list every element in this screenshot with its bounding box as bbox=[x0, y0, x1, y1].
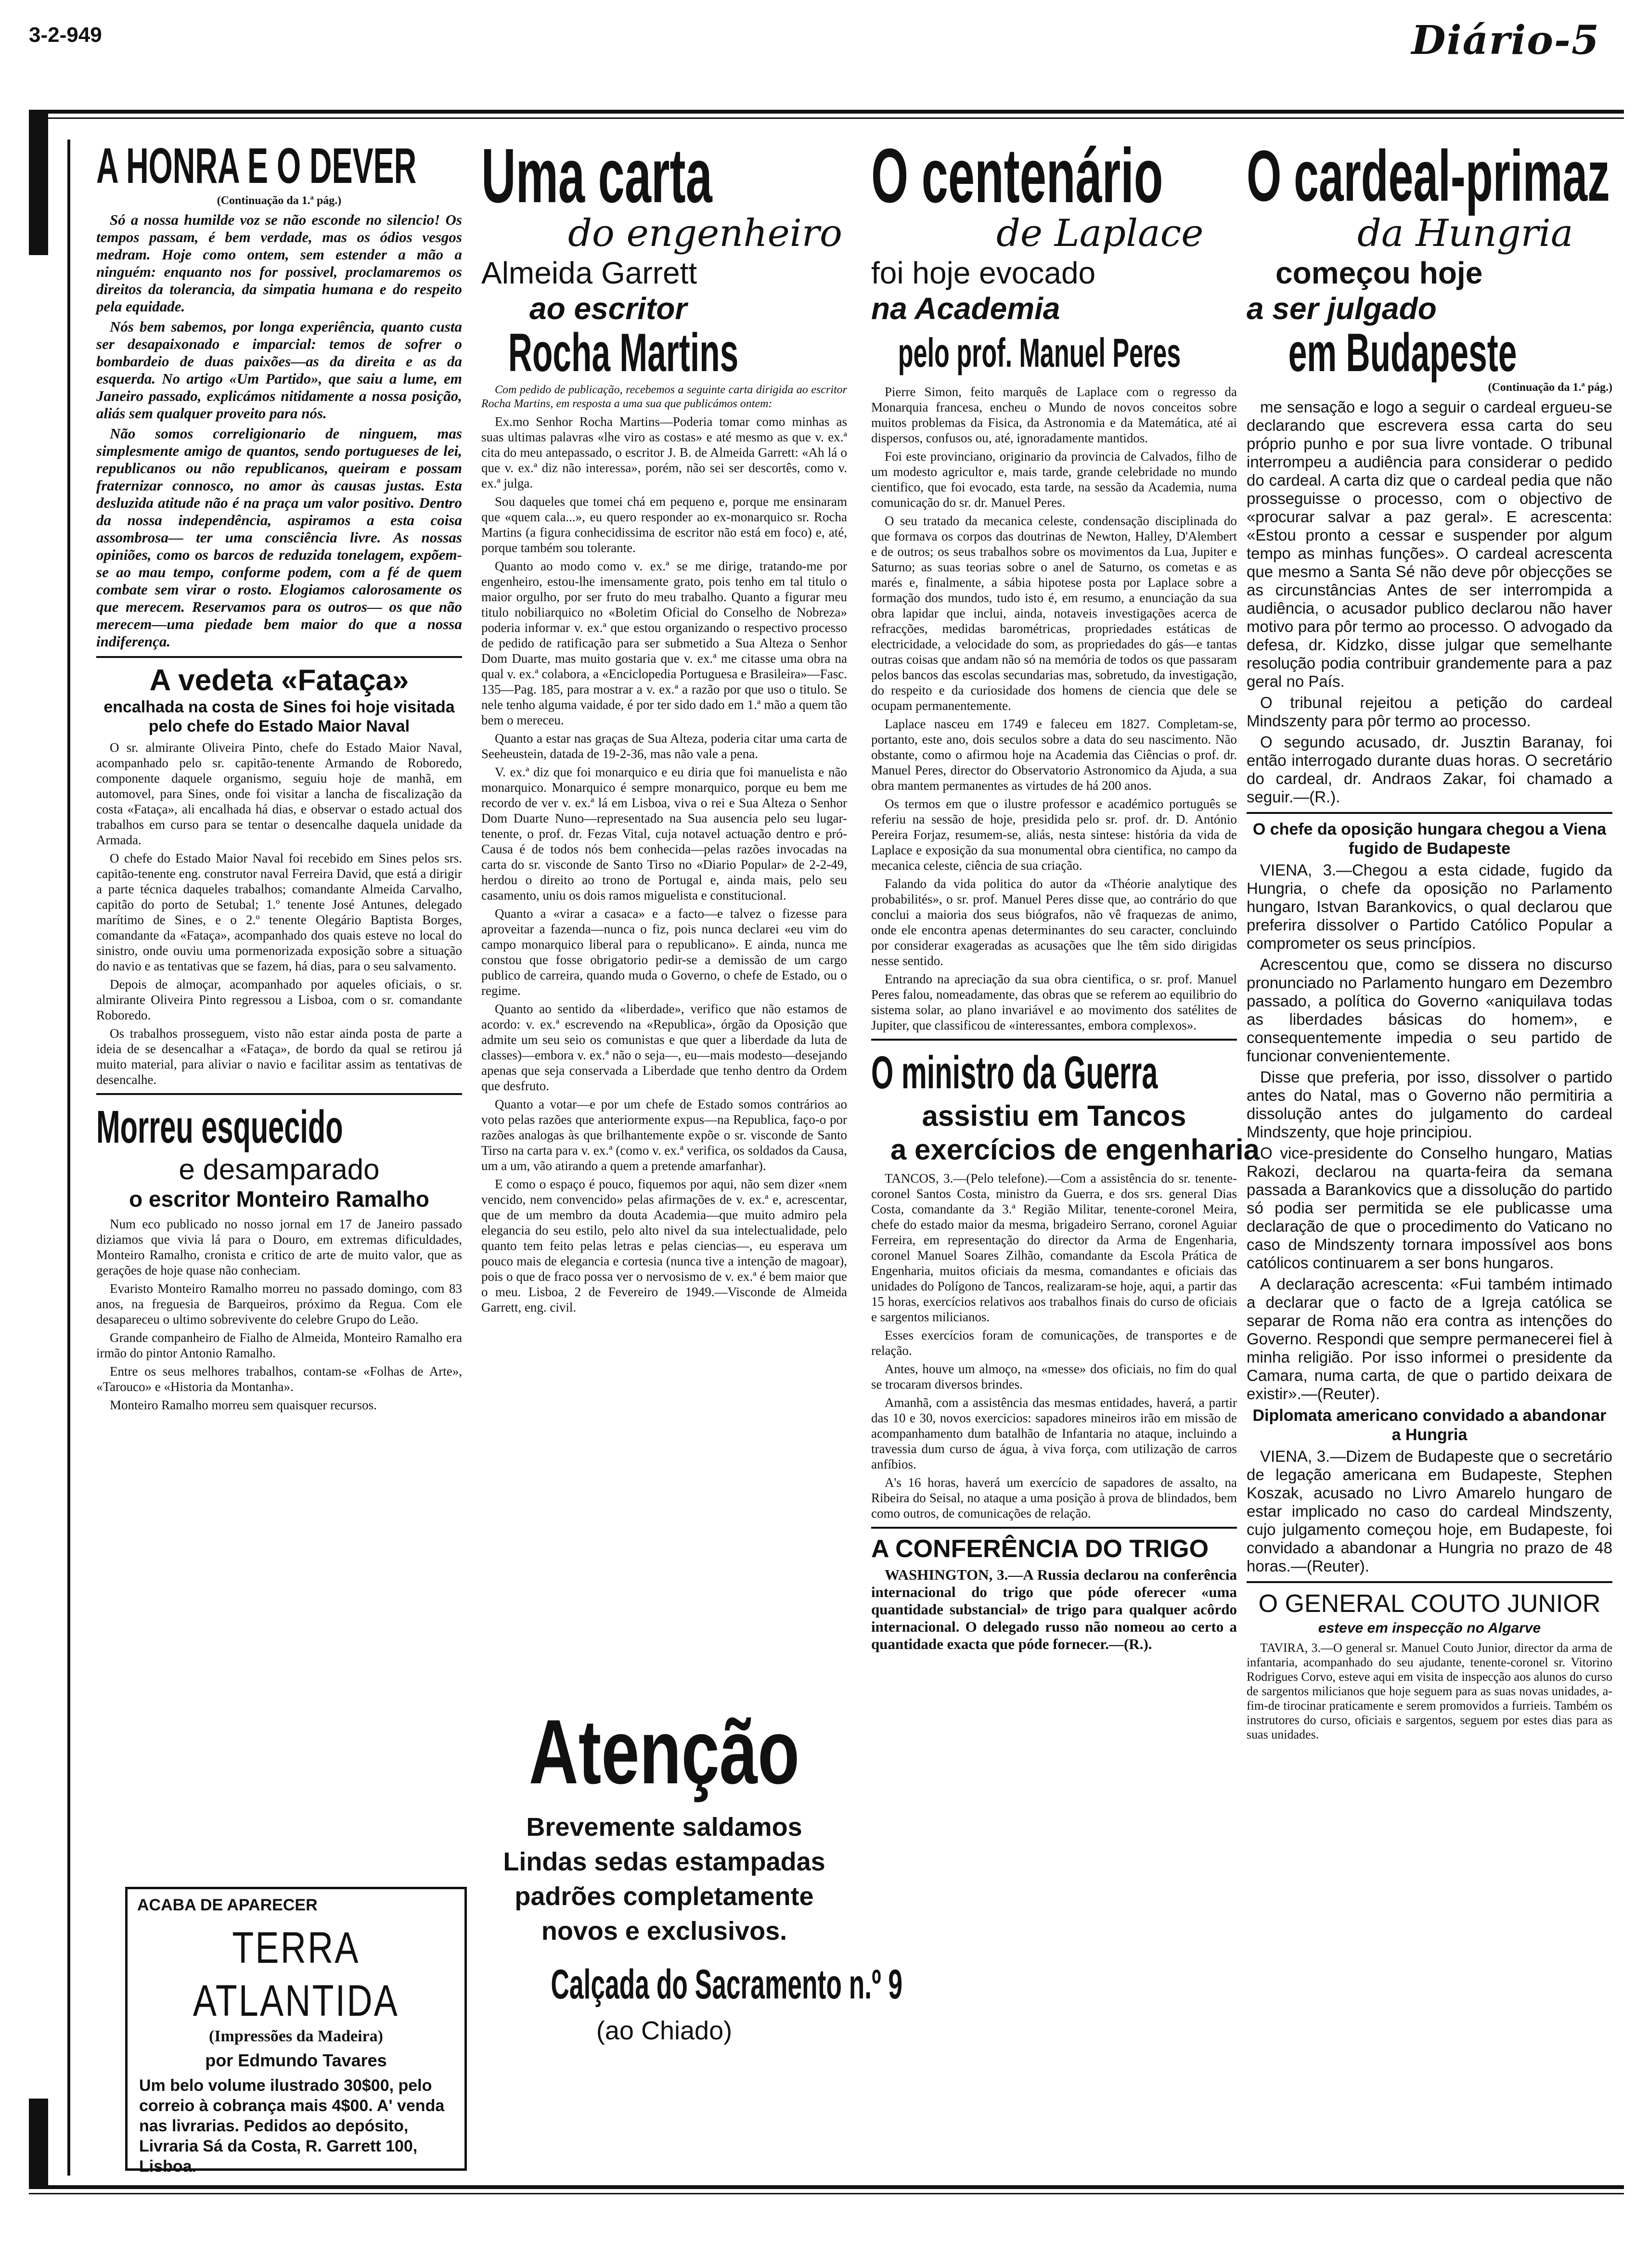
article-body: Pierre Simon, feito marquês de Laplace com o regresso da Monarquia francesa, encheu o Mundo de novos conceitos sobre muitos problemas da Fisica, da Astronomia e da Matemática, até ai dispersos, confusos ou, até, ignoradamente mantidos. Foi este provinciano, originario da provincia de Calvados, filho de um modesto agricultor e, mais tarde, grande celebridade no mundo cientifico, que foi evocado, esta tarde, na sessão da Academia, numa comunicação do sr. dr. Manuel Peres. O seu tratado da mecanica celeste, condensação disciplinada do que formava os corpos das doutrinas de Newton, Halley, D'Alembert e de outros; os seus trabalhos sobre os movimentos da Lua, Jupiter e Saturno; as suas teorias sobre o anel de Saturno, os cometas e as marés e, finalmente, a sábia hipotese posta por Laplace sobre a formação dos mundos, tudo isto é, em resumo, a enunciação da sua obra lapidar que inclui, ainda, notaveis investigações acerca de refracções, medidas barométricas, propriedades estáticas de electricidade, a velocidade do som, as propriedades do gás—e tantas outras coisas que andam não só na memória de todos os que passaram pelos bancos das escolas secundarias mas, sobretudo, da investigação, do respeito e da curiosidade dos homens de ciencia que dele se ocupam permanentemente. Laplace nasceu em 1749 e faleceu em 1827. Completam-se, portanto, este ano, dois seculos sobre a data do seu nascimento. Não obstante, como o afirmou hoje na Academia das Ciências o prof. dr. Manuel Peres, director do Observatorio Astronomico da Ajuda, a sua obra mantem permanentes as virtudes de há 200 anos. Os termos em que o ilustre professor e académico português se referiu na sessão de hoje, presidida pelo sr. prof. dr. D. António Pereira Forjaz, resumem-se, aliás, nesta sintese: história da vida de Laplace e exposição da sua monumental obra cientifica, no campo da mecanica celeste, ciência de sua criação. Falando da vida politica do autor da «Théorie analytique des probabilités», o sr. prof. Manuel Peres disse que, ao contrário do que conclui a maioria dos seus biógrafos, não vê fraquezas de animo, onde ele encontra apenas determinantes do seu caracter, concluindo por considerar exageradas as acusações que lhe têm sido dirigidas nesse sentido. Entrando na apreciação da sua obra cientifica, o sr. prof. Manuel Peres falou, nomeadamente, das obras que se referem ao equilibrio do sistema solar, ao plano invariável e ao movimento dos satélites de Jupiter, que classificou de «interessantes, embora complexos». bbox=[871, 385, 1237, 1032]
ad-subtitle: (Impressões da Madeira) bbox=[209, 2027, 383, 2045]
minister-title: O ministro da Guerra bbox=[871, 1047, 1158, 1098]
minister-title-2: assistiu em Tancos bbox=[922, 1100, 1186, 1132]
vedeta-heading: A vedeta «Fataça» encalhada na costa de Sines foi hoje visitada pelo chefe do Estado Maior Naval bbox=[103, 664, 455, 735]
morreu-title: Morreu esquecido bbox=[96, 1101, 343, 1153]
column-2 bbox=[481, 132, 847, 1318]
continuation-note: (Continuação da 1.ª pág.) bbox=[1488, 381, 1612, 394]
continuation-note: (Continuação da 1.ª pág.) bbox=[217, 194, 342, 207]
column-4 bbox=[1247, 135, 1612, 1745]
ad-label: ACABA DE APARECER bbox=[137, 1896, 318, 1914]
article-title-5: Rocha Martins bbox=[508, 322, 739, 383]
ad-title: Atenção bbox=[528, 1701, 800, 1803]
newspaper-name: Diário-5 bbox=[1411, 17, 1600, 64]
separator bbox=[871, 1527, 1237, 1529]
footer-rule-thin bbox=[29, 2193, 1624, 2194]
ad-address: Calçada do Sacramento n.º 9 bbox=[551, 1961, 903, 2008]
diplomat-title: Diplomata americano convidado a abandonar a Hungria bbox=[1252, 1406, 1607, 1444]
left-tab-top bbox=[29, 111, 48, 255]
article-title-5: em Budapeste bbox=[1288, 322, 1517, 383]
article-title: Uma carta bbox=[481, 132, 712, 219]
left-tab-bottom bbox=[29, 2099, 48, 2185]
vedeta-body: O sr. almirante Oliveira Pinto, chefe do Estado Maior Naval, acompanhado pelo sr. capitão-tenente Armando de Roboredo, componente daquele organismo, seguiu hoje de manhã, em automovel, para Sines, onde foi visitar a lancha de fiscalização da costa «Fataça», ali encalhada há dias, e observar o estado actual dos trabalhos em curso para se tentar o desencalhe daquela unidade da Armada. O chefe do Estado Maior Naval foi recebido em Sines pelos srs. capitão-tenente eng. construtor naval Ferreira David, que está a dirigir a parte técnica daqueles trabalhos; comandante Almeida Carvalho, capitão do porto de Setubal; 1.º tenente José Antunes, delegado marítimo de Sines, e o 2.º tenente Olegário Baptista Borges, comandante da «Fataça», acompanhado dos quais esteve no local do sinistro, onde ouviu uma pormenorizada exposição sobre a situação do navio e as tentativas que se fazem, há dias, para o seu salvamento. Depois de almoçar, acompanhado por aqueles oficiais, o sr. almirante Oliveira Pinto regressou a Lisboa, com o sr. comandante Roboredo. Os trabalhos prosseguem, visto não estar ainda posta de parte a ideia de se desencalhar a «Fataça», de bordo da qual se retirou já muito material, para aliviar o navio e facilitar assim as tentativas de desencalhe. bbox=[96, 740, 462, 1087]
left-margin-rule bbox=[67, 140, 70, 2176]
article-body: Ex.mo Senhor Rocha Martins—Poderia tomar como minhas as suas ultimas palavras «lhe viro as costas» e até mesmo as que v. ex.ª cita do meu antepassado, o escritor J. B. de Almeida Garrett: «Ah lá o que v. ex.ª diz não interessa», porém, não sei ser descortês, como v. ex.ª julga. Sou daqueles que tomei chá em pequeno e, porque me ensinaram que «quem cala...», eu quero responder ao ex-monarquico sr. Rocha Martins (a figura conhecidissima de escritor não está em foco) e, até, porque também sou tolerante. Quanto ao modo como v. ex.ª se me dirige, tratando-me por engenheiro, estou-lhe imensamente grato, pois tenho em tal titulo o maior orgulho, por ser fruto do meu trabalho. Quanto a figurar meu titulo nobiliarquico no «Boletim Oficial do Conselho de Nobreza» poderia informar v. ex.ª que estou organizando o respectivo processo de pedido de ratificação para ser submetido a Sua Alteza o Senhor Dom Duarte, mas muito gostaria que v. ex.ª me citasse uma obra na qual v. ex.ª colabora, a «Enciclopedia Portuguesa e Brasileira»—Fasc. 135—Pag. 185, para mostrar a v. ex.ª a razão por que uso o titulo. Se nele tenho alguma vaidade, é por ter sido dado em 1.ª mão a quem tão bem o mereceu. Quanto a estar nas graças de Sua Alteza, poderia citar uma carta de Seeheustein, datada de 19-2-36, mas não vale a pena. V. ex.ª diz que foi monarquico e eu diria que foi manuelista e não monarquico. Monarquico é sempre monarquico, porque eu bem me recordo de ver v. ex.ª lá em Lisboa, viva o rei e Sua Alteza o Senhor Dom Duarte Nuno—representado na Sua ausencia pelo seu lugar-tenente, o prof. dr. Fezas Vital, cuja notavel actuação dentro e pró-Causa é de todos nós bem conhecida—pelas razões invocadas na carta do sr. visconde de Santo Tirso no «Diario Popular» de 2-2-49, herdou o direito ao trono de Portugal e, ainda mais, pelo seu casamento, uniu os dois ramos miguelista e constitucional. Quanto a «virar a casaca» e a facto—e talvez o fizesse para aproveitar a fazenda—nunca o fiz, pois nunca declarei «eu vim do campo monarquico liberal para o republicano». E ainda, nunca me constou que fosse obrigatorio pedir-se a demissão de um cargo publico de carreira, quando muda o Governo, o chefe de Estado, ou o regime. Quanto ao sentido da «liberdade», verifico que não estamos de acordo: v. ex.ª escrevendo na «Republica», órgão da Oposição que admite um seu seio os comunistas e que quer a liberdade da luta de classes)—embora v. ex.ª não o seja—, eu—mais modesto—desejando apenas que seja conservada a Liberdade que tenho dentro da Ordem que desfruto. Quanto a votar—e por um chefe de Estado somos contrários ao voto pelas razões que anteriormente expus—na Republica, faço-o por razões analogas às que brilhantemente expõe o sr. visconde de Santo Tirso na carta para v. ex.ª (como v. ex.ª verifica, os soldados da Causa, um a um, vão atirando a quem a pretende amarfanhar). E como o espaço é pouco, fiquemos por aqui, não sem dizer «nem vencido, nem convencido» pelas afirmações de v. ex.ª e, acrescentar, que de um membro da douta Academia—que muito admiro pela elegancia do seu estilo, pelo alto nivel da sua intelectualidade, pelo quanto tem feito pelas letras e pelas ciencias—, eu esperava um pouco mais de elegancia e cortesia (nunca tive a intenção de magoar), pois o que de fraco possa ver o nervosismo de v. ex.ª é bem maior que o meu. Lisboa, 2 de Fevereiro de 1949.—Visconde de Almeida Garrett, eng. civil. bbox=[481, 414, 847, 1314]
ad-body: Um belo volume ilustrado 30$00, pelo correio à cobrança mais 4$00. A' venda nas livrarias. Pedidos ao depósito, Livraria Sá da Costa, R. Garrett 100, Lisboa. bbox=[139, 2076, 445, 2176]
article-body: Só a nossa humilde voz se não esconde no silencio! Os tempos passam, é bem verdade, mas os ódios vesgos medram. Hoje como ontem, sem estender a mão a ninguém: enquanto nos for possivel, proclamaremos os direitos da tolerancia, da simpatia humana e do respeito pela equidade. Nós bem sabemos, por longa experiência, quanto custa ser desapaixonado e imparcial: temos de sofrer o bombardeio de duas paixões—as da direita e as da esquerda. No artigo «Um Partido», que saiu a lume, em Janeiro passado, explicámos nitidamente a nossa posição, aliás sem qualquer proveito para nós. Não somos correligionario de ninguem, mas simplesmente amigo de quantos, sendo portugueses de lei, republicanos ou não republicanos, queiram e possam fraternizar connosco, no amor às causas justas. Esta desluzida atitude não é na praça um valor positivo. Dentro da nossa independência, aspiramos a esta coisa assombrosa— ter uma consciência livre. As nossas opiniões, como os barcos de reduzida tonelagem, expõem-se ao mau tempo, conforme podem, com a fé de quem combate sem virar o rosto. Elogiamos calorosamente os que merecem. Reservamos para os outros— os que não merecem—uma piedade bem maior do que a nossa indiferença. bbox=[96, 211, 462, 650]
column-3 bbox=[871, 132, 1260, 1656]
morreu-subtitle: e desamparado bbox=[179, 1153, 380, 1186]
article-title-3: Almeida Garrett bbox=[481, 256, 697, 290]
book-advertisement bbox=[125, 1887, 467, 2176]
column-1 bbox=[96, 140, 462, 1416]
minister-body: TANCOS, 3.—(Pelo telefone).—Com a assistência do sr. tenente-coronel Santos Costa, ministro da Guerra, e dos srs. general Dias Costa, comandante da 3.ª Região Militar, tenente-coronel Meira, chefe do estado maior da mesma, brigadeiro Serrano, coronel Aguiar Ferreira, em representação do director da Arma de Engenharia, coronel Manuel Soares Zilhão, comandante da Escola Prática de Engenharia, muitos oficiais da mesma, comandantes e oficiais das unidades do Polígono de Tancos, realizaram-se hoje, aqui, a partir das 15 horas, exercícios relativos aos trabalhos finais do curso de oficiais e sargentos milicianos. Esses exercícios foram de comunicações, de transportes e de relação. Antes, houve um almoço, na «messe» dos oficiais, no fim do qual se trocaram diversos brindes. Amanhã, com a assistência das mesmas entidades, haverá, a partir das 10 e 30, novos exercicios: sapadores mineiros irão em missão de acompanhamento dum batalhão de Infantaria no ataque, incluindo a travessia dum curso de água, à viva força, com utilização de carros anfíbios. A's 16 horas, haverá um exercício de sapadores de assalto, na Ribeira do Seisal, no ataque a uma posição à prova de blindados, bem como outros, de comunicações de relação. bbox=[871, 1171, 1237, 1521]
footer-rule bbox=[29, 2185, 1624, 2189]
opposition-title: O chefe da oposição hungara chegou a Viena fugido de Budapeste bbox=[1252, 820, 1607, 858]
article-title-2: do engenheiro bbox=[568, 212, 842, 255]
article-title-4: a ser julgado bbox=[1247, 291, 1437, 326]
article-title: A HONRA E O DEVER bbox=[96, 138, 417, 194]
article-body: me sensação e logo a seguir o cardeal ergueu-se declarando que escrevera essa carta do seu próprio punho e por sua livre vontade. O tribunal interrompeu a audiência para considerar o pedido do cardeal. A carta diz que o cardeal pedia que não prosseguisse o processo, com o objectivo de «procurar salvar a paz geral». E acrescenta: «Estou pronto a cessar e suspender por algum tempo as minhas funções». O cardeal acrescenta que mesmo a Santa Sé não deve pôr objecções se as circunstâncias Antes de ser interrompida a audiência, o acusador publico declarou não haver motivo para pôr termo ao processo. O advogado da defesa, dr. Kidzko, disse julgar que semelhante resolução podia contribuir grandemente para a paz geral no País. O tribunal rejeitou a petição do cardeal Mindszenty para pôr termo ao processo. O segundo acusado, dr. Jusztin Baranay, foi então interrogado durante duas horas. O secretário do cardeal, dr. Andraos Zakar, foi chamado a seguir.—(R.). bbox=[1247, 398, 1612, 806]
article-title-2: de Laplace bbox=[996, 212, 1204, 255]
article-title-3: começou hoje bbox=[1275, 256, 1483, 290]
article-title-4: ao escritor bbox=[529, 291, 687, 326]
ad-author: por Edmundo Tavares bbox=[205, 2050, 387, 2070]
opposition-body: VIENA, 3.—Chegou a esta cidade, fugido da Hungria, o chefe da oposição no Parlamento hungaro, Istvan Barankovics, o qual declarou que preferira dissolver o Partido Católico Popular a comprometer os seus princípios. Acrescentou que, como se dissera no discurso pronunciado no Parlamento hungaro em Dezembro passado, a política do Governo «aniquilava todas as liberdades básicas do homem», e consequentemente impedia o seu partido de funcionar convenientemente. Disse que preferia, por isso, dissolver o partido antes do Natal, mas o Governo não permitiria a dissolução antes do julgamento do cardeal Mindszenty, que hoje principiou. O vice-presidente do Conselho hungaro, Matias Rakozi, declarou na quarta-feira da semana passada a Barankovics que a dissolução do partido só podia ser permitida se ele publicasse uma declaração de que o procedimento do Vaticano no caso de Mindszenty tornara impossível aos bons católicos continuarem a ser bons hungaros. A declaração acrescenta: «Fui também intimado a declarar que o facto de a Igreja católica se separar de Roma não era contra as intenções do Governo. Respondi que sempre permanecerei fiel à minha religião. Por isso informei o presidente da Camara, numa carta, de que o partido deixara de existir».—(Reuter). bbox=[1247, 861, 1612, 1403]
morreu-subtitle-2: o escritor Monteiro Ramalho bbox=[129, 1186, 429, 1211]
couto-body: TAVIRA, 3.—O general sr. Manuel Couto Junior, director da arma de infantaria, acompanhado do seu ajudante, tenente-coronel sr. Vitorino Rodrigues Corvo, esteve aqui em visita de inspecção aos alunos do curso de sargentos milicianos que hoje seguem para as suas novas unidades, a-fim-de tirocinar praticamente e serem promovidos a furrieis. Também os instrutores do curso, oficiais e sargentos, seguem por estes dias para as suas unidades. bbox=[1247, 1641, 1612, 1741]
separator bbox=[96, 656, 462, 658]
diplomat-body: VIENA, 3.—Dizem de Budapeste que o secretário de legação americana em Budapeste, Stephen Koszak, acusado no Livro Amarelo hungaro de estar implicado no caso do cardeal Mindszenty, cujo julgamento começou hoje, em Budapeste, foi convidado a abandonar a Hungria no prazo de 48 horas.—(Reuter). bbox=[1247, 1447, 1612, 1575]
article-title: O cardeal-primaz bbox=[1247, 135, 1610, 216]
header-rule-thin bbox=[29, 117, 1624, 119]
ad-location: (ao Chiado) bbox=[596, 2016, 733, 2045]
couto-subtitle: esteve em inspecção no Algarve bbox=[1318, 1620, 1541, 1636]
separator bbox=[871, 1039, 1237, 1041]
article-title: O centenário bbox=[871, 132, 1163, 219]
separator bbox=[96, 1093, 462, 1095]
article-title-3: foi hoje evocado bbox=[871, 256, 1096, 290]
separator bbox=[1247, 812, 1612, 814]
article-intro: Com pedido de publicação, recebemos a seguinte carta dirigida ao escritor Rocha Martins, em resposta a uma sua que publicámos ontem: bbox=[481, 384, 847, 410]
header-rule bbox=[29, 110, 1624, 114]
sale-advertisement bbox=[481, 1701, 903, 2166]
trigo-title: A CONFERÊNCIA DO TRIGO bbox=[871, 1535, 1209, 1563]
minister-title-3: a exercícios de engenharia bbox=[890, 1134, 1260, 1166]
issue-date: 3-2-949 bbox=[29, 23, 102, 47]
trigo-body: WASHINGTON, 3.—A Russia declarou na conferência internacional do trigo que póde oferecer «uma quantidade substancial» de trigo para qualquer acôrdo internacional. O delegado russo não nomeou ao certo a quantidade exacta que póde fornecer.—(R.). bbox=[871, 1566, 1237, 1652]
article-title-2: da Hungria bbox=[1357, 212, 1573, 255]
separator bbox=[1247, 1581, 1612, 1583]
ad-body: Brevemente saldamos Lindas sedas estampadas padrões completamente novos e exclusivos. bbox=[503, 1813, 825, 1946]
article-title-4: na Academia bbox=[871, 291, 1060, 326]
article-title-5: pelo prof. Manuel Peres bbox=[898, 330, 1181, 375]
morreu-body: Num eco publicado no nosso jornal em 17 de Janeiro passado diziamos que vivia lá para o Douro, em extremas dificuldades, Monteiro Ramalho, cronista e critico de arte de muito valor, que as gerações de hoje quase não conheciam. Evaristo Monteiro Ramalho morreu no passado domingo, com 83 anos, na freguesia de Barqueiros, próximo da Regua. Com ele desapareceu o ultimo sobrevivente do celebre Grupo do Leão. Grande companheiro de Fialho de Almeida, Monteiro Ramalho era irmão do pintor Antonio Ramalho. Entre os seus melhores trabalhos, contam-se «Folhas de Arte», «Tarouco» e «Historia da Montanha». Monteiro Ramalho morreu sem quaisquer recursos. bbox=[96, 1217, 462, 1412]
ad-title: TERRA ATLANTIDA bbox=[193, 1923, 399, 2025]
couto-title: O GENERAL COUTO JUNIOR bbox=[1258, 1590, 1601, 1618]
